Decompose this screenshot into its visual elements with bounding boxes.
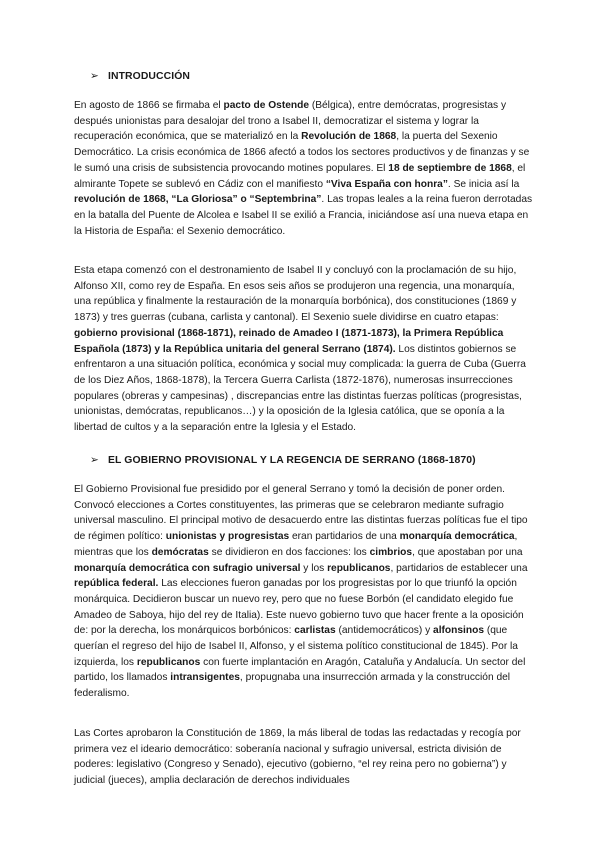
text-run: (que querían el regreso del hijo de Isabel II, Alfonso, y el sistema político constitucional de 1845). Por la izquierda, los — [74, 625, 518, 668]
bold-text-run: intransigentes — [170, 672, 240, 684]
text-run: (antidemocráticos) y — [335, 625, 434, 637]
bold-text-run: Revolución de 1868 — [301, 131, 397, 143]
text-run: Los distintos gobiernos se enfrentaron a una situación política, económica y social muy complicada: la guerra de Cuba (Guerra de los Diez Años, 1868-1878), la Tercera Guerra Carlista (1872-1876), numerosas insurrecciones populares (obreras y campesinas) , discrepancias entre las distintas fuerzas políticas (progresistas, unionistas, demócratas, republicanos…) y la oposición de la Iglesia católica, que se oponía a la libertad de cultos y a la separación entre la Iglesia y el Estado. — [74, 343, 526, 434]
bold-text-run: demócratas — [151, 546, 209, 558]
text-run: se dividieron en dos facciones: los — [208, 546, 370, 558]
section-title: EL GOBIERNO PROVISIONAL Y LA REGENCIA DE SERRANO (1868-1870) — [108, 455, 476, 466]
text-run: y los — [300, 562, 328, 574]
arrow-bullet-icon: ➢ — [90, 71, 99, 82]
text-run: , la puerta del Sexenio Democrático. La crisis económica de 1866 afectó a todos los sectores productivos y de finanzas y se le sumó una crisis de subsistencia provocando motines populares. El — [74, 131, 530, 174]
bold-text-run: republicanos — [136, 656, 201, 668]
bold-text-run: cimbrios — [369, 546, 413, 558]
paragraph — [74, 98, 534, 239]
section-heading-introduccion — [90, 70, 190, 82]
paragraph — [74, 726, 534, 789]
bold-text-run: “Viva España con honra” — [325, 178, 448, 190]
text-run: . Las tropas leales a la reina fueron derrotadas en la batalla del Puente de Alcolea e Isabel II se exilió a Francia, iniciándose así una nueva etapa en la Historia de España: el Sexenio democrático. — [74, 194, 533, 237]
text-run: , partidarios de establecer una — [390, 562, 528, 574]
bold-text-run: republicanos — [327, 562, 391, 574]
text-run: Las elecciones fueron ganadas por los progresistas por lo que triunfó la opción monárquica. Decidieron buscar un nuevo rey, pero que no fuese Borbón (el candidato elegido fue Amadeo de Saboya, hijo del rey de Italia). Este nuevo gobierno tuvo que hacer frente a la oposición de: por la derecha, los monárquicos borbónicos: — [74, 578, 524, 637]
text-run: , propugnaba una insurrección armada y la construcción del federalismo. — [74, 672, 511, 700]
paragraph — [74, 263, 534, 436]
bold-text-run: 18 de septiembre de 1868 — [388, 162, 512, 174]
bold-text-run: unionistas y progresistas — [165, 531, 290, 543]
bold-text-run: alfonsinos — [433, 625, 484, 637]
bold-text-run: revolución de 1868, “La Gloriosa” o “Septembrina” — [74, 194, 322, 206]
bold-text-run: monarquía democrática con sufragio universal — [74, 562, 301, 574]
bold-text-run: pacto de Ostende — [223, 100, 309, 111]
text-run: , mientras que los — [74, 531, 518, 558]
text-run: El Gobierno Provisional fue presidido por el general Serrano y tomó la decisión de poner orden. Convocó elecciones a Cortes constituyentes, las primeras que se celebraron mediante sufragio universal masculino. El principal motivo de desacuerdo entre las distintas fuerzas políticas fue el tipo de régimen político: — [74, 484, 528, 543]
text-run: con fuerte implantación en Aragón, Cataluña y Andalucía. Un sector del partido, los llamados — [74, 656, 526, 684]
bold-text-run: carlistas — [294, 625, 336, 637]
text-run: , el almirante Topete se sublevó en Cádiz con el manifiesto — [74, 162, 526, 190]
section-title: INTRODUCCIÓN — [108, 71, 191, 82]
bold-text-run: república federal. — [74, 578, 159, 590]
paragraph — [74, 482, 534, 702]
text-run: Esta etapa comenzó con el destronamiento de Isabel II y concluyó con la proclamación de su hijo, Alfonso XII, como rey de España. En esos seis años se produjeron una regencia, una monarquía, una república y finalmente la restauración de la monarquía borbónica), dos constituciones (1869 y 1873) y tres guerras (cubana, carlista y cantonal). El Sexenio suele dividirse en cuatro etapas: — [74, 265, 517, 324]
bold-text-run: monarquía democrática — [399, 531, 515, 543]
text-run: (Bélgica), entre demócratas, progresistas y después unionistas para desalojar del trono a Isabel II, democratizar el sistema y lograr la recuperación económica, que se materializó en la — [74, 100, 507, 143]
text-run: Las Cortes aprobaron la Constitución de 1869, la más liberal de todas las redactadas y recogía por primera vez el ideario democrático: soberanía nacional y sufragio universal, estricta división de poderes: legislativo (Congreso y Senado), ejecutivo (gobierno, “el rey reina pero no gobierna”) y judicial (jueces), amplia declaración de derechos individuales — [74, 728, 521, 787]
section-heading-gobierno-provisional — [90, 454, 476, 466]
bold-text-run: gobierno provisional (1868-1871), reinado de Amadeo I (1871-1873), la Primera República Española (1873) y la República unitaria del general Serrano (1874). — [74, 327, 504, 355]
text-run: , que apostaban por una — [412, 546, 523, 558]
text-run: . Se inicia así la — [447, 178, 520, 190]
text-run: eran partidarios de una — [289, 531, 400, 543]
arrow-bullet-icon: ➢ — [90, 455, 99, 466]
text-run: En agosto de 1866 se firmaba el — [74, 100, 224, 111]
